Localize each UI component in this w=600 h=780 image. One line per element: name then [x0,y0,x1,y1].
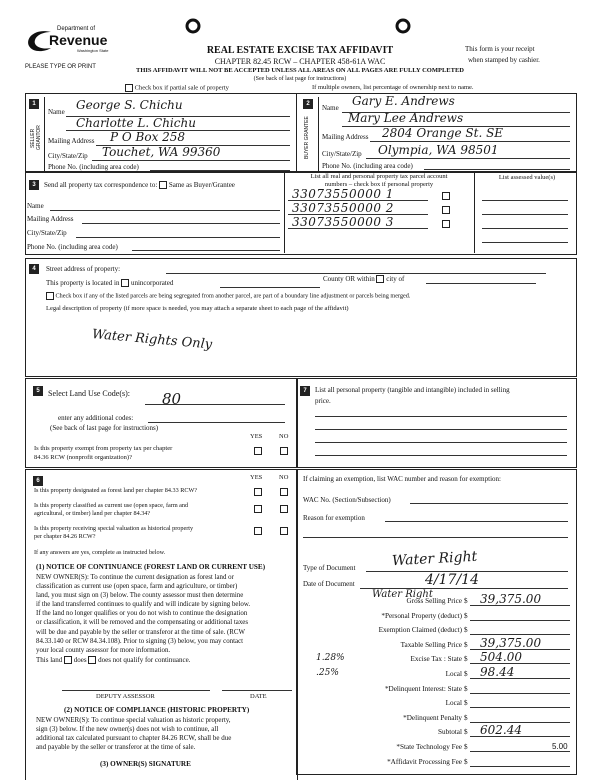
form-title: REAL ESTATE EXCISE TAX AFFIDAVIT [206,45,394,56]
doc-date-value[interactable]: 4/17/14 [425,572,479,588]
does-label: does [73,656,87,664]
section-4-number: 4 [29,264,39,274]
assessed-header: List assessed value(s) [498,174,556,181]
tax-rate-note[interactable]: 1.28% [316,653,345,664]
tax-row-label: Taxable Selling Price [400,640,462,649]
buyer-city-label: City/State/Zip [322,150,362,158]
personal-property-label1: List all personal property (tangible and intangible) included in selling [315,386,510,394]
partial-sale-label: Check box if partial sale of property [134,84,229,92]
currency-symbol: $ [464,670,468,678]
seller-city[interactable]: Touchet, WA 99360 [102,145,221,159]
does-not-label: does not [98,656,122,664]
punch-hole-right-icon [395,18,411,34]
historic-question-b: per chapter 84.26 RCW? [34,533,96,540]
parcel-number[interactable]: 33073550000 1 [292,187,394,201]
parcels-header-line1: List all real and personal property tax parcel account [310,173,448,180]
tax-row-label: *State Technology Fee [396,743,462,751]
gross-note-value[interactable]: Water Right [372,589,433,600]
forest-question: Is this property designated as forest land per chapter 84.33 RCW? [34,487,198,494]
city-of-label: city of [386,275,405,283]
s3-phone-label: Phone No. (including area code) [27,243,118,251]
tax-row-value[interactable]: 98.44 [480,665,515,679]
s6-yes-header: YES [250,474,263,481]
tax-rate-note[interactable]: .25% [316,668,339,678]
send-correspondence-label: Send all property tax correspondence to: [44,181,158,189]
this-land-label: This land [36,656,63,664]
notice-line: will be due and payable by the seller or transferor at the time of sale. (RCW [36,628,245,636]
segregated-checkbox[interactable] [46,292,54,300]
tax-row-value[interactable]: 602.44 [480,723,522,738]
does-checkbox[interactable] [64,656,72,664]
dor-logo [25,24,125,64]
notice-line: land, you must sign on (3) below. The county assessor must then determine [36,592,244,600]
located-in-row [46,279,173,287]
tax-row-label: *Delinquent Penalty [403,713,462,722]
deputy-assessor-label: DEPUTY ASSESSOR [96,693,155,700]
buyer-name2[interactable]: Mary Lee Andrews [348,111,464,125]
tax-row-label: *Personal Property (deduct) [381,611,462,620]
currency-symbol: $ [464,743,468,751]
tax-row-value[interactable]: 39,375.00 [480,635,542,650]
s3-name-label: Name [27,202,44,210]
notice1-title: (1) NOTICE OF CONTINUANCE (FOREST LAND OR CURRENT USE) [36,563,266,571]
notice-line: and payable by the seller or transferor at the time of sale. [36,743,196,751]
section-2-number: 2 [303,99,313,109]
dept-line2: Revenue [49,32,108,48]
section-6-number: 6 [33,476,43,486]
section-3-number: 3 [29,180,39,190]
notice-line: 84.33.140 or RCW 84.34.108). Prior to signing (3) below, you may contact [36,637,244,645]
historic-yes-checkbox[interactable] [254,527,262,535]
currency-symbol: $ [464,699,468,708]
buyer-mailing[interactable]: 2804 Orange St. SE [382,126,504,140]
wac-label: WAC No. (Section/Subsection) [303,496,391,504]
partial-sale-row [125,84,229,92]
buyer-phone-label: Phone No. (including area code) [322,162,413,170]
currency-symbol: $ [464,757,468,766]
tax-row-label: Local [445,670,462,678]
dept-line3: Washington State [77,48,109,53]
buyer-name-label: Name [322,104,339,112]
reason-label: Reason for exemption [303,514,365,522]
land-use-label: Select Land Use Code(s): [48,389,130,398]
unincorporated-checkbox[interactable] [121,279,129,287]
seller-phone-label: Phone No. (including area code) [48,163,139,171]
seller-name2[interactable]: Charlotte L. Chichu [76,116,196,130]
tax-row-value[interactable]: 39,375.00 [480,592,542,606]
partial-sale-checkbox[interactable] [125,84,133,92]
does-not-checkbox[interactable] [88,656,96,664]
personal-property-checkbox[interactable] [442,206,450,214]
seller-mailing[interactable]: P O Box 258 [110,130,186,144]
currency-symbol: $ [464,684,468,693]
doc-type-label: Type of Document [303,564,356,572]
segregated-row [46,292,410,300]
tax-row-label: Local [445,699,462,708]
current-use-yes-checkbox[interactable] [254,505,262,513]
section-5-number: 5 [33,386,43,396]
s3-mailing-label: Mailing Address [27,215,74,223]
personal-property-label2: price. [315,397,331,405]
notice-line: NEW OWNER(S): To continue special valuation as historic property, [36,716,231,724]
seller-name-label: Name [48,108,65,116]
tax-row-label: Excise Tax : State [410,655,462,664]
currency-symbol: $ [464,611,468,620]
notice2-title: (2) NOTICE OF COMPLIANCE (HISTORIC PROPERTY) [64,706,250,714]
if-yes-instruction: If any answers are yes, complete as instructed below. [34,549,166,556]
receipt-line1: This form is your receipt [465,45,535,53]
currency-symbol: $ [464,597,468,605]
city-of-checkbox[interactable] [376,275,384,283]
current-use-question-a: Is this property classified as current use (open space, farm and [34,502,189,509]
parcels-header-line2: numbers – check box if personal property [324,181,434,188]
qualify-label: qualify for continuance. [123,656,191,664]
multiple-owners-note: If multiple owners, list percentage of ownership next to name. [312,84,474,91]
tax-row-label: Exemption Claimed (deduct) [378,626,462,635]
unincorporated-label: unincorporated [130,279,174,287]
same-as-buyer-checkbox[interactable] [159,181,167,189]
currency-symbol: $ [464,640,468,649]
historic-question-a: Is this property receiving special valuation as historical property [34,525,194,532]
seller-side-label: SELLER GRANTOR [30,125,42,151]
s6-no-header: NO [279,474,289,481]
receipt-line2: when stamped by cashier. [468,56,540,64]
notice-line: or classification, it will be removed and the compensating or additional taxes [36,619,249,627]
owner-signature-label: (3) OWNER(S) SIGNATURE [100,760,191,768]
parcel-number[interactable]: 33073550000 2 [292,201,394,215]
buyer-name1[interactable]: Gary E. Andrews [352,94,455,108]
s5-see-back: (See back of last page for instructions) [50,424,159,432]
send-correspondence-row [44,181,235,189]
notice-line: your local county assessor for more information. [36,646,171,654]
form-subtitle: CHAPTER 82.45 RCW – CHAPTER 458-61A WAC [214,57,386,66]
section-7-number: 7 [300,386,310,396]
section-4-box [25,258,577,377]
seller-mailing-label: Mailing Address [48,137,95,145]
tax-row-label: Subtotal [438,728,462,737]
buyer-mailing-label: Mailing Address [322,133,369,141]
notice-line: classification as current use (open space, farm and agriculture, or timber) [36,583,238,591]
dept-line1: Department of [57,26,96,32]
exemption-label: If claiming an exemption, list WAC number and reason for exemption: [303,475,501,483]
seller-name1[interactable]: George S. Chichu [76,98,183,112]
personal-property-checkbox[interactable] [442,192,450,200]
located-in-label: This property is located in [46,279,120,287]
s5-yes-header: YES [250,433,263,440]
segregated-label: Check box if any of the listed parcels are being segregated from another parcel, are part of a boundary line adjustment or parcels being merged. [55,292,411,300]
within-label: within [356,275,375,283]
legal-desc-label: Legal description of property (if more space is needed, you may attach a separate sheet to each page of the affidavit) [46,305,349,312]
notice-line: sign (3) below. If the new owner(s) does not wish to continue, all [36,725,219,733]
punch-hole-left-icon [185,18,201,34]
current-use-no-checkbox[interactable] [280,505,288,513]
parcel-number[interactable]: 33073550000 3 [292,215,394,229]
continuance-row [36,656,190,664]
tax-row-label: Gross Selling Price [406,597,462,605]
deputy-date-label: DATE [250,693,267,700]
type-or-print: PLEASE TYPE OR PRINT [25,64,96,70]
current-use-question-b: agricultural, or timber) land per chapter 84.34? [34,510,151,517]
s5-no-header: NO [279,433,289,440]
legal-desc-value[interactable]: Water Rights Only [91,327,213,353]
exempt-q1: Is this property exempt from property tax per chapter [34,445,173,452]
additional-codes-label: enter any additional codes: [58,414,134,422]
doc-date-label: Date of Document [303,580,355,588]
parties-divider [296,93,297,171]
notice-line: If the land no longer qualifies or you do not wish to continue the designation [36,610,248,618]
same-as-buyer-label: Same as Buyer/Grantee [168,181,235,189]
notice-line: if the land transferred continues to qualify and will indicate by signing below. [36,601,251,609]
currency-symbol: $ [464,713,468,722]
exempt-no-checkbox[interactable] [280,447,288,455]
tax-row-value[interactable]: 504.00 [480,650,522,665]
county-or-label: County OR [323,275,356,283]
currency-symbol: $ [464,655,468,664]
s3-city-label: City/State/Zip [27,229,67,237]
notice1-body [36,573,250,655]
exempt-yes-checkbox[interactable] [254,447,262,455]
tax-row-label: *Delinquent Interest: State [384,684,462,693]
personal-property-checkbox[interactable] [442,220,450,228]
notice-line: NEW OWNER(S): To continue the current designation as forest land or [36,574,234,581]
section-1-number: 1 [29,99,39,109]
historic-no-checkbox[interactable] [280,527,288,535]
notice2-body [36,716,231,752]
notice-line: additional tax calculated pursuant to chapter 84.26 RCW, shall be due [36,734,232,742]
currency-symbol: $ [464,626,468,635]
buyer-side-label: BUYER GRANTEE [304,116,310,160]
street-address-label: Street address of property: [46,265,121,273]
seller-city-label: City/State/Zip [48,152,88,160]
doc-type-value[interactable]: Water Right [391,548,478,570]
land-use-value[interactable]: 80 [162,390,182,408]
buyer-city[interactable]: Olympia, WA 98501 [378,143,499,157]
currency-symbol: $ [464,728,468,737]
form-warning: THIS AFFIDAVIT WILL NOT BE ACCEPTED UNLESS ALL AREAS ON ALL PAGES ARE FULLY COMPLETED [136,67,464,74]
forest-yes-checkbox[interactable] [254,488,262,496]
tax-row-label: *Affidavit Processing Fee [387,757,462,766]
see-back-top: (See back of last page for instructions) [253,76,347,82]
county-or-row [323,275,404,283]
exempt-q2: 84.36 RCW (nonprofit organization)? [34,454,132,461]
tax-row-value[interactable]: 5.00 [552,742,568,751]
forest-no-checkbox[interactable] [280,488,288,496]
